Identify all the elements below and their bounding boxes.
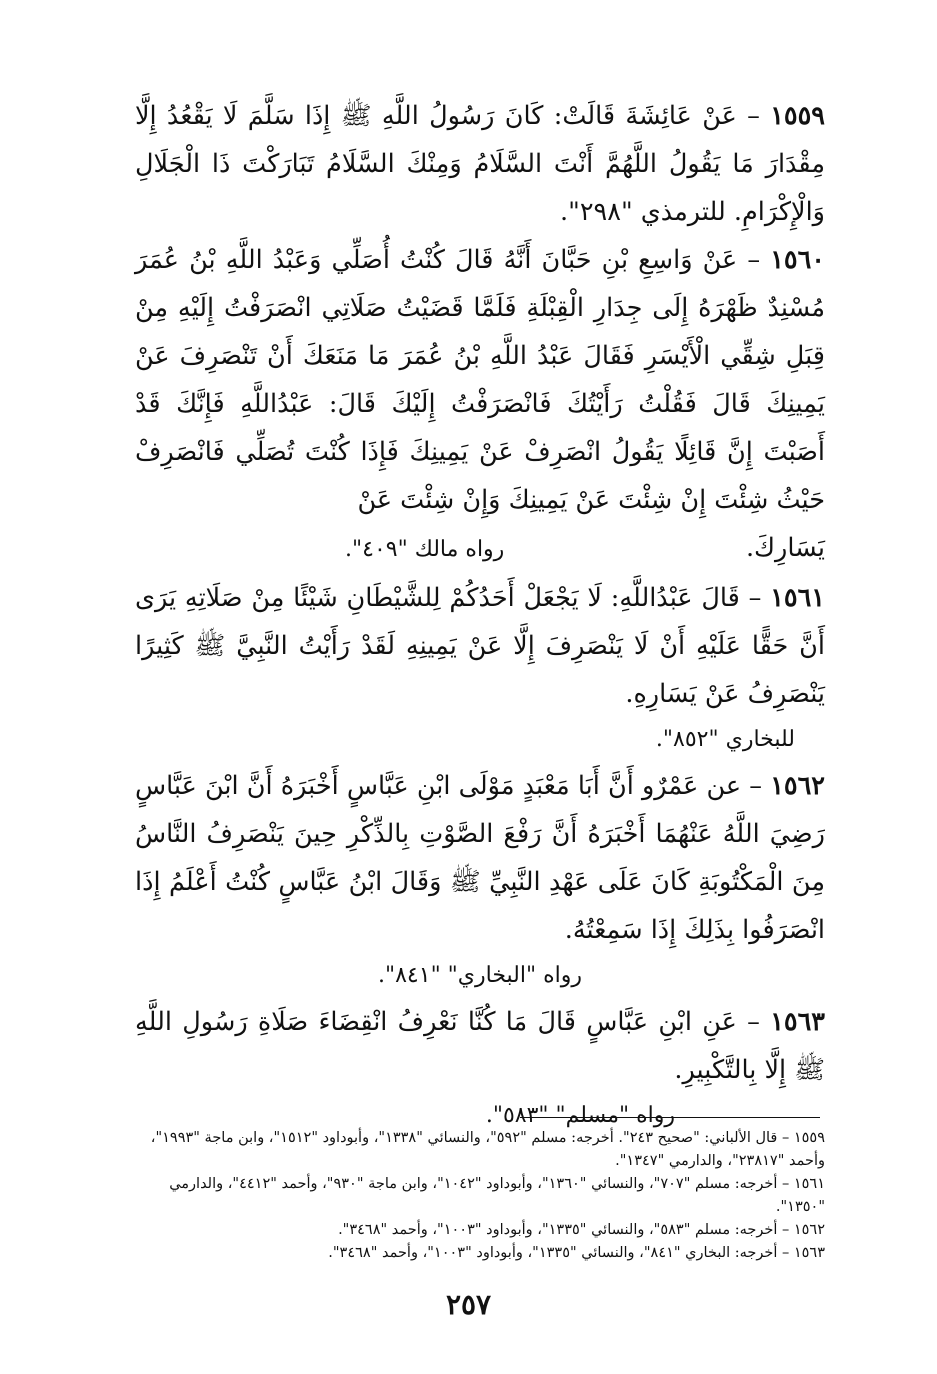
footnote: [135, 1219, 825, 1242]
footnote: [135, 1242, 825, 1265]
hadith-text: – قَالَ عَبْدُاللَّهِ: لَا يَجْعَلْ أَحَدُكُمْ لِلشَّيْطَانِ شَيْئًا مِنْ صَلَاتِهِ يَرَى أَنَّ حَقًّا عَلَيْهِ أَنْ لَا يَنْصَرِفَ إِلَّا عَنْ يَمِينِهِ لَقَدْ رَأَيْتُ النَّبِيَّ ﷺ كَثِيرًا يَنْصَرِفُ عَنْ يَسَارِهِ.: [135, 583, 825, 709]
hadith-source: رواه "مسلم" "٥٨٣".: [485, 1103, 675, 1128]
hadith-number: ١٥٦١: [770, 583, 826, 613]
footnote: [135, 1127, 825, 1173]
hadith-text: – عن عَمْرٌو أَنَّ أَبَا مَعْبَدٍ مَوْلَى ابْنِ عَبَّاسٍ أَخْبَرَهُ أَنَّ ابْنَ عَبَّاسٍ رَضِيَ اللَّهُ عَنْهُمَا أَخْبَرَهُ أَنَّ رَفْعَ الصَّوْتِ بِالذِّكْرِ حِينَ يَنْصَرِفُ النَّاسُ مِنَ الْمَكْتُوبَةِ كَانَ عَلَى عَهْدِ النَّبِيِّ ﷺ وَقَالَ ابْنُ عَبَّاسٍ كُنْتُ أَعْلَمُ إِذَا انْصَرَفُوا بِذَلِكَ إِذَا سَمِعْتُهُ.: [135, 771, 825, 945]
footnote-number: ١٥٥٩: [793, 1130, 825, 1146]
hadith-source: للبخاري "٨٥٢".: [655, 727, 795, 752]
page-number: ٢٥٧: [445, 1288, 492, 1321]
hadith-1561: [135, 574, 825, 718]
hadith-1559: [135, 92, 825, 236]
hadith-text: – عَنِ ابْنِ عَبَّاسٍ قَالَ مَا كُنَّا نَعْرِفُ انْقِضَاءَ صَلَاةِ رَسُولِ اللَّهِ ﷺ إِلَّا بِالتَّكْبِيرِ.: [135, 1007, 825, 1085]
hadith-1560-ending: [135, 524, 825, 574]
hadith-1562: [135, 762, 825, 954]
footnote-text: – أخرجه: البخاري "٨٤١"، والنسائي "١٣٣٥"، وأبوداود "١٠٠٣"، وأحمد "٣٤٦٨".: [328, 1245, 790, 1261]
footnotes: [135, 1127, 825, 1265]
hadith-text: – عَنْ عَائِشَةَ قَالَتْ: كَانَ رَسُولُ اللَّهِ ﷺ إِذَا سَلَّمَ لَا يَقْعُدُ إِلَّا مِقْدَارَ مَا يَقُولُ اللَّهُمَّ أَنْتَ السَّلَامُ وَمِنْكَ السَّلَامُ تَبَارَكْتَ ذَا الْجَلَالِ وَالْإِكْرَامِ. للترمذي "٢٩٨".: [135, 101, 825, 227]
hadith-1560: [135, 236, 825, 524]
footnote-number: ١٥٦١: [793, 1176, 825, 1192]
footnote-text: – أخرجه: مسلم "٥٨٣"، والنسائي "١٣٣٥"، وأبوداود "١٠٠٣"، وأحمد "٣٤٦٨".: [338, 1222, 790, 1238]
hadith-number: ١٥٦٠: [770, 245, 825, 275]
footnote-text: – أخرجه: مسلم "٧٠٧"، والنسائي "١٣٦٠"، وأبوداود "١٠٤٢"، وابن ماجة "٩٣٠"، وأحمد "٤٤١٢"، والدارمي "١٣٥٠".: [169, 1176, 825, 1215]
hadith-last-line: يَسَارِكَ.: [745, 533, 825, 563]
footnote: [135, 1173, 825, 1219]
hadith-number: ١٥٦٢: [770, 771, 825, 801]
footnote-number: ١٥٦٣: [793, 1245, 825, 1261]
hadith-text: – عَنْ وَاسِعِ بْنِ حَبَّانَ أَنَّهُ قَالَ كُنْتُ أُصَلِّي وَعَبْدُ اللَّهِ بْنُ عُمَرَ مُسْنِدٌ ظَهْرَهُ إِلَى جِدَارِ الْقِبْلَةِ فَلَمَّا قَضَيْتُ صَلَاتِي انْصَرَفْتُ إِلَيْهِ مِنْ قِبَلِ شِقِّي الْأَيْسَرِ فَقَالَ عَبْدُ اللَّهِ بْنُ عُمَرَ مَا مَنَعَكَ أَنْ تَنْصَرِفَ عَنْ يَمِينِكَ قَالَ فَقُلْتُ رَأَيْتُكَ فَانْصَرَفْتُ إِلَيْكَ قَالَ: عَبْدُاللَّهِ فَإِنَّكَ قَدْ أَصَبْتَ إِنَّ قَائِلًا يَقُولُ انْصَرِفْ عَنْ يَمِينِكَ فَإِذَا كُنْتَ تُصَلِّي فَانْصَرِفْ حَيْثُ شِئْتَ إِنْ شِئْتَ عَنْ يَمِينِكَ وَإِنْ شِئْتَ عَنْ: [135, 245, 825, 515]
hadith-number: ١٥٥٩: [770, 101, 825, 131]
footnote-number: ١٥٦٢: [793, 1222, 825, 1238]
hadith-source: رواه "البخاري" "٨٤١".: [377, 963, 582, 988]
footnote-text: – قال الألباني: "صحيح ٢٤٣". أخرجه: مسلم "٥٩٢"، والنسائي "١٣٣٨"، وأبوداود "١٥١٢"، وابن ماجة "١٩٩٣"، وأحمد "٢٣٨١٧"، والدارمي "١٣٤٧".: [150, 1130, 825, 1169]
hadith-number: ١٥٦٣: [770, 1007, 825, 1037]
hadith-source: رواه مالك "٤٠٩".: [345, 537, 505, 562]
main-text: [135, 92, 825, 1138]
footnote-divider: [520, 1117, 820, 1118]
hadith-1563: [135, 998, 825, 1094]
